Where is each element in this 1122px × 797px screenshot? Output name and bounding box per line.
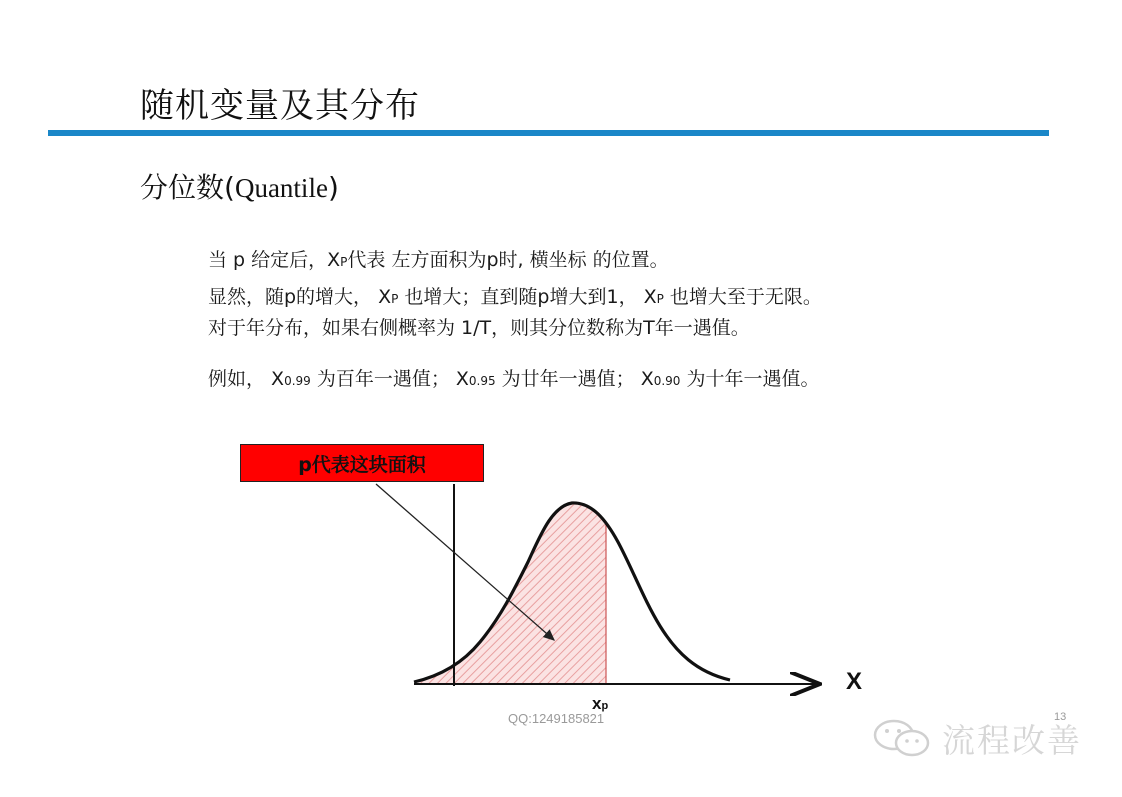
body-line-4-b: 为百年一遇值； X xyxy=(310,368,469,390)
body-line-4-sub1: 0.99 xyxy=(284,374,311,388)
xp-label-sub: p xyxy=(601,700,609,712)
subtitle-latin: Quantile xyxy=(234,173,328,203)
body-line-2-c: 也增大至于无限。 xyxy=(663,286,822,308)
body-line-1-b: 代表 左方面积为p时, 横坐标 的位置。 xyxy=(347,249,669,271)
subtitle-paren-close: ) xyxy=(327,171,339,204)
body-line-1-sub: P xyxy=(340,255,348,269)
qq-watermark: QQ:1249185821 xyxy=(508,711,605,726)
body-line-4-a: 例如， X xyxy=(208,368,285,390)
slide-title: 随机变量及其分布 xyxy=(140,86,420,126)
x-axis-label: X xyxy=(846,668,863,695)
brand-watermark xyxy=(872,716,1082,760)
body-line-2-sub2: P xyxy=(656,292,664,306)
xp-label-main: x xyxy=(592,694,602,713)
wechat-icon xyxy=(872,718,934,758)
brand-text: 流程改善 xyxy=(942,720,1082,760)
body-line-2-sub: P xyxy=(391,292,399,306)
body-line-3-text: 对于年分布，如果右侧概率为 1/T，则其分位数称为T年一遇值。 xyxy=(208,317,750,339)
body-line-4-d: 为十年一遇值。 xyxy=(680,368,820,390)
body-line-1-a: 当 p 给定后，X xyxy=(208,249,341,271)
body-line-4-c: 为廿年一遇值； X xyxy=(495,368,654,390)
body-line-4-sub3: 0.90 xyxy=(653,374,681,388)
body-line-2-a: 显然，随p的增大， X xyxy=(208,286,392,308)
subtitle-cn: 分位数 xyxy=(140,171,225,204)
callout-label: p代表这块面积 xyxy=(240,444,484,482)
page-number: 13 xyxy=(1054,711,1067,723)
subtitle-paren-open: ( xyxy=(224,171,235,204)
body-line-4-sub2: 0.95 xyxy=(468,374,496,388)
body-line-2-b: 也增大；直到随p增大到1， X xyxy=(398,286,657,308)
